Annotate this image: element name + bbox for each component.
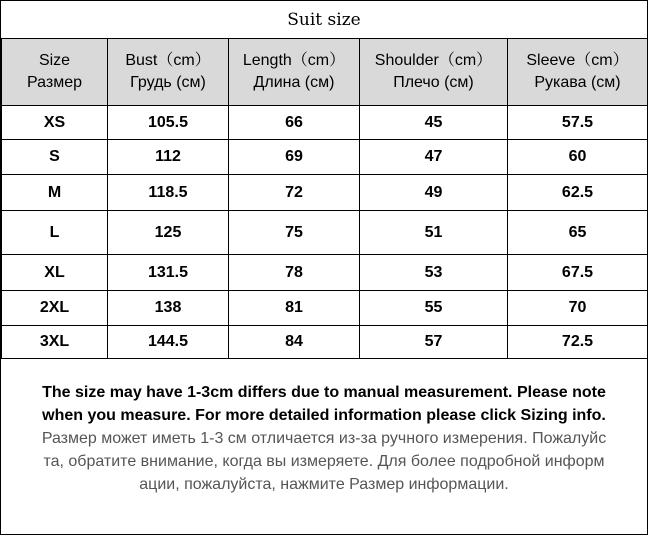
cell-shoulder: 51 [360,211,508,255]
cell-size: S [2,140,108,175]
cell-bust: 118.5 [108,175,229,211]
cell-bust: 144.5 [108,326,229,359]
cell-size: 3XL [2,326,108,359]
cell-size: 2XL [2,291,108,326]
cell-sleeve: 70 [508,291,648,326]
cell-size: L [2,211,108,255]
chart-title: Suit size [287,9,361,30]
header-bust: Bust（cm） Грудь (см) [108,39,229,106]
cell-shoulder: 47 [360,140,508,175]
cell-length: 69 [229,140,360,175]
cell-sleeve: 72.5 [508,326,648,359]
cell-shoulder: 57 [360,326,508,359]
cell-size: XL [2,255,108,291]
cell-length: 66 [229,106,360,140]
cell-bust: 138 [108,291,229,326]
cell-length: 84 [229,326,360,359]
table-row [2,326,648,359]
note-line: Размер может иметь 1-3 см отличается из-за ручного измерения. Пожалуйс [41,430,607,447]
note-line: ации, пожалуйста, нажмите Размер информации. [139,476,509,493]
table-row [2,211,648,255]
cell-length: 78 [229,255,360,291]
cell-shoulder: 49 [360,175,508,211]
cell-bust: 105.5 [108,106,229,140]
note-russian [1,427,647,496]
cell-bust: 131.5 [108,255,229,291]
cell-length: 72 [229,175,360,211]
note-line: The size may have 1-3cm differs due to manual measurement. Please note [42,384,606,401]
cell-shoulder: 55 [360,291,508,326]
size-table [1,38,648,359]
measurement-note [1,381,647,496]
header-shoulder: Shoulder（cm） Плечо (см) [360,39,508,106]
table-row [2,140,648,175]
header-sleeve: Sleeve（cm） Рукава (см) [508,39,648,106]
cell-bust: 125 [108,211,229,255]
note-line: та, обратите внимание, когда вы измеряете. Для более подробной информ [43,453,605,470]
table-row [2,175,648,211]
table-row [2,255,648,291]
note-line: when you measure. For more detailed information please click Sizing info. [42,407,606,424]
cell-sleeve: 57.5 [508,106,648,140]
cell-length: 75 [229,211,360,255]
table-row [2,291,648,326]
cell-sleeve: 65 [508,211,648,255]
note-english [1,381,647,427]
cell-shoulder: 53 [360,255,508,291]
header-size: Size Размер [2,39,108,106]
cell-length: 81 [229,291,360,326]
cell-shoulder: 45 [360,106,508,140]
cell-sleeve: 62.5 [508,175,648,211]
table-row [2,106,648,140]
cell-size: XS [2,106,108,140]
cell-size: M [2,175,108,211]
cell-sleeve: 60 [508,140,648,175]
cell-bust: 112 [108,140,229,175]
header-length: Length（cm） Длина (см) [229,39,360,106]
header-row [2,39,648,106]
cell-sleeve: 67.5 [508,255,648,291]
